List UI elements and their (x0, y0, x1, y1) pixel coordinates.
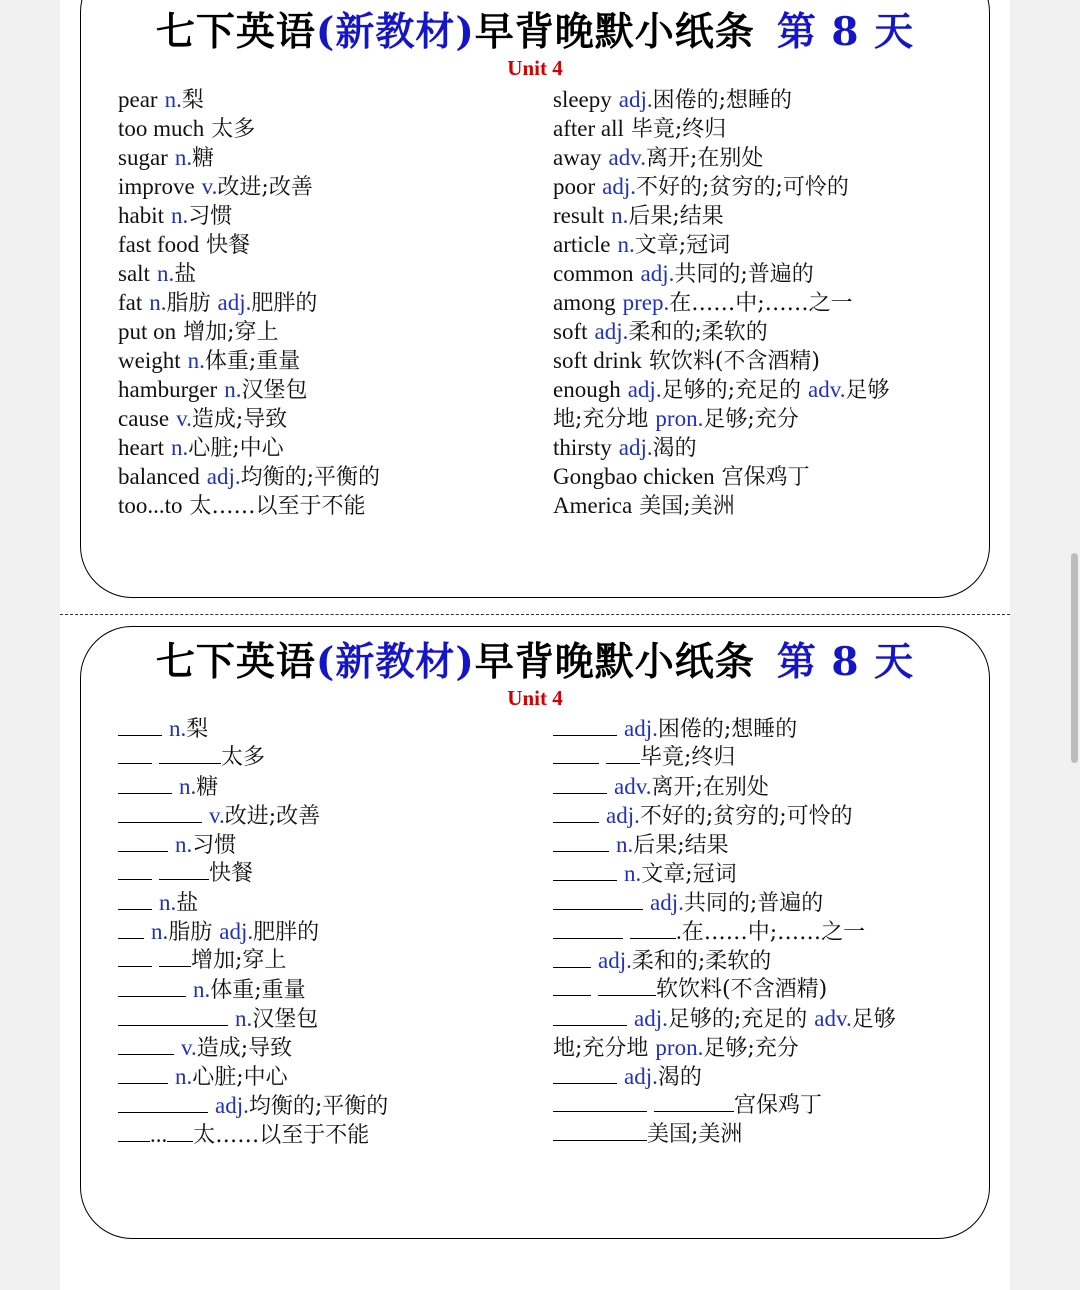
card-title: 七下英语(新教材)早背晚默小纸条 第 8 天 (155, 9, 915, 55)
unit-heading: Unit 4 (507, 56, 563, 80)
vocab-row: article n.文章;冠词 (553, 232, 731, 258)
vocab-row: among prep.在……中;……之一 (553, 290, 853, 316)
blank-line[interactable] (654, 1091, 734, 1112)
dictation-row: adj.共同的;普遍的 (553, 888, 983, 917)
blank-line[interactable] (553, 1005, 627, 1026)
dictation-row: n.习惯 (118, 830, 548, 859)
dictation-row: v.改进;改善 (118, 801, 548, 830)
vocab-row: fat n.脂肪 adj.肥胖的 (118, 290, 318, 316)
dictation-row: 软饮料(不含酒精) (553, 975, 983, 1004)
vocab-row: poor adj.不好的;贫穷的;可怜的 (553, 174, 849, 200)
vocab-card (80, 0, 990, 598)
vocab-row: sleepy adj.困倦的;想睡的 (553, 87, 793, 113)
dictation-column-left (118, 714, 548, 1149)
blank-line[interactable] (159, 946, 191, 967)
blank-line[interactable] (606, 743, 640, 764)
blank-line[interactable] (553, 1120, 647, 1141)
vocab-column-left (118, 85, 548, 520)
vocab-row: pear n.梨 (118, 87, 204, 113)
vocab-row: thirsty adj.渴的 (553, 435, 697, 461)
blank-line[interactable] (118, 976, 186, 997)
dictation-row: adj.不好的;贫穷的;可怜的 (553, 801, 983, 830)
vocab-row: hamburger n.汉堡包 (118, 377, 308, 403)
blank-line[interactable] (167, 1121, 193, 1142)
dictation-row: n.糖 (118, 772, 548, 801)
blank-line[interactable] (553, 831, 609, 852)
vocab-row: fast food 快餐 (118, 232, 251, 258)
dictation-row: adj.均衡的;平衡的 (118, 1091, 548, 1120)
unit-heading: Unit 4 (507, 686, 563, 710)
dictation-column-right (553, 714, 983, 1149)
dictation-row: v.造成;导致 (118, 1033, 548, 1062)
blank-line[interactable] (118, 1063, 168, 1084)
blank-line[interactable] (598, 975, 656, 996)
blank-line[interactable] (159, 743, 221, 764)
vocab-row: balanced adj.均衡的;平衡的 (118, 464, 381, 490)
dictation-row: n.脂肪 adj.肥胖的 (118, 917, 548, 946)
blank-line[interactable] (553, 975, 591, 996)
dictation-row: n.后果;结果 (553, 830, 983, 859)
dictation-row: .在……中;……之一 (553, 917, 983, 946)
dictation-row: 毕竟;终归 (553, 743, 983, 772)
vocab-row: weight n.体重;重量 (118, 348, 301, 374)
vocab-column-right (553, 85, 983, 520)
vocab-row: put on 增加;穿上 (118, 319, 279, 345)
vocab-row: common adj.共同的;普遍的 (553, 261, 814, 287)
blank-line[interactable] (118, 802, 202, 823)
dictation-row: n.文章;冠词 (553, 859, 983, 888)
blank-line[interactable] (118, 946, 152, 967)
vocab-row: 地;充分地 pron.足够;充分 (553, 406, 799, 432)
vocab-row: result n.后果;结果 (553, 203, 724, 229)
dictation-row: 太多 (118, 743, 548, 772)
vocab-row: cause v.造成;导致 (118, 406, 288, 432)
vocab-row: soft adj.柔和的;柔软的 (553, 319, 768, 345)
blank-line[interactable] (553, 715, 617, 736)
dictation-row: 增加;穿上 (118, 946, 548, 975)
vocab-row: America 美国;美洲 (553, 493, 735, 519)
blank-line[interactable] (553, 918, 623, 939)
vocab-row: heart n.心脏;中心 (118, 435, 284, 461)
blank-line[interactable] (118, 889, 152, 910)
vocab-row: Gongbao chicken 宫保鸡丁 (553, 464, 810, 490)
vocab-row: improve v.改进;改善 (118, 174, 313, 200)
blank-line[interactable] (118, 831, 168, 852)
vocab-row: soft drink 软饮料(不含酒精) (553, 348, 820, 374)
blank-line[interactable] (118, 1034, 174, 1055)
dictation-row: adj.渴的 (553, 1062, 983, 1091)
blank-line[interactable] (553, 947, 591, 968)
vocab-row: salt n.盐 (118, 261, 197, 287)
blank-line[interactable] (630, 918, 676, 939)
dictation-row: adj.柔和的;柔软的 (553, 946, 983, 975)
card-title: 七下英语(新教材)早背晚默小纸条 第 8 天 (155, 639, 915, 685)
dictation-row: 宫保鸡丁 (553, 1091, 983, 1120)
blank-line[interactable] (553, 773, 607, 794)
blank-line[interactable] (118, 859, 152, 880)
vocab-row: enough adj.足够的;充足的 adv.足够 (553, 377, 890, 403)
dictation-row: adj.困倦的;想睡的 (553, 714, 983, 743)
dictation-row: ... 太……以至于不能 (118, 1120, 548, 1149)
blank-line[interactable] (553, 1091, 647, 1112)
vocab-row: too...to 太……以至于不能 (118, 493, 366, 519)
vocab-row: habit n.习惯 (118, 203, 233, 229)
blank-line[interactable] (553, 1063, 617, 1084)
dictation-row: adv.离开;在别处 (553, 772, 983, 801)
dictation-row: adj.足够的;充足的 adv.足够 (553, 1004, 983, 1033)
vocab-row: too much 太多 (118, 116, 256, 142)
dictation-row: n.汉堡包 (118, 1004, 548, 1033)
dictation-row: n.心脏;中心 (118, 1062, 548, 1091)
blank-line[interactable] (159, 859, 209, 880)
vertical-scrollbar[interactable] (1071, 553, 1078, 763)
dictation-row: 快餐 (118, 859, 548, 888)
dictation-row: n.体重;重量 (118, 975, 548, 1004)
blank-line[interactable] (118, 918, 144, 939)
blank-line[interactable] (118, 715, 162, 736)
blank-line[interactable] (118, 1121, 150, 1142)
dictation-card (80, 626, 990, 1239)
cut-line-divider (60, 614, 1010, 615)
blank-line[interactable] (553, 743, 599, 764)
dictation-row: 美国;美洲 (553, 1120, 983, 1149)
vocab-row: away adv.离开;在别处 (553, 145, 764, 171)
dictation-row: n.梨 (118, 714, 548, 743)
vocab-row: sugar n.糖 (118, 145, 215, 171)
blank-line[interactable] (553, 889, 643, 910)
blank-line[interactable] (118, 1092, 208, 1113)
blank-line[interactable] (118, 773, 172, 794)
blank-line[interactable] (118, 743, 152, 764)
blank-line[interactable] (553, 802, 599, 823)
blank-line[interactable] (118, 1005, 228, 1026)
dictation-row: n.盐 (118, 888, 548, 917)
vocab-row: after all 毕竟;终归 (553, 116, 727, 142)
blank-line[interactable] (553, 860, 617, 881)
dictation-row: 地;充分地 pron.足够;充分 (553, 1035, 799, 1061)
